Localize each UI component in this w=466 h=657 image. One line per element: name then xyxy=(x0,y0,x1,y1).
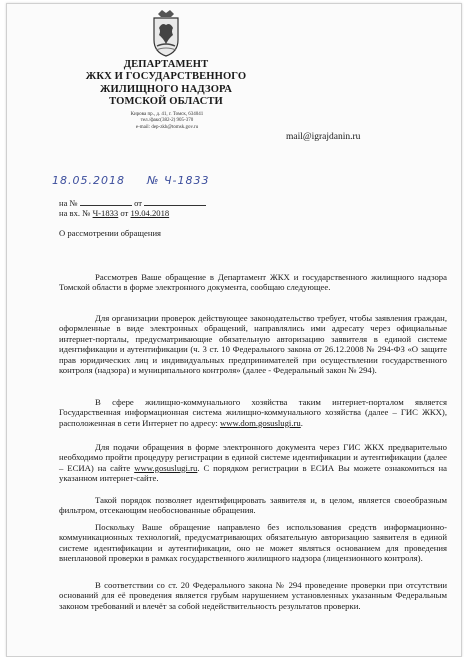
paragraph-text: С порядком регистрации в ЕСИА Вы можете ознакомиться на указанном интернет-сайте. xyxy=(59,462,447,484)
paragraph: Рассмотрев Ваше обращение в Департамент ЖКХ и государственного жилищного надзора Томской области в форме электронного документа, сообщаю следующее. xyxy=(59,272,447,293)
reg-mid: от xyxy=(134,198,143,208)
gosuslugi-link[interactable]: www.gosuslugi.ru xyxy=(134,462,198,473)
reg-prefix: на вх. № xyxy=(59,208,91,218)
registration-line-incoming xyxy=(59,208,169,219)
paragraph: Поскольку Ваше обращение направлено без использования средств информационно-коммуникационных технологий, предусматривающих обязательную авторизацию заявителя в единой системе идентификации и аутентификации, оно не может являться основанием для проведения внеплановой проверки в рамках государственного жилищного надзора (лицензионного контроля). xyxy=(59,522,447,564)
stamp-number-value: Ч-1833 xyxy=(163,174,210,187)
reg-prefix: на № xyxy=(59,198,78,208)
organization-address xyxy=(97,112,237,131)
paragraph: В соответствии со ст. 20 Федерального закона № 294 проведение проверки при отсутствии оснований для её проведения является грубым нарушением установленных указанным Федеральным законом требований и влечёт за собой недействительность результатов проверки. xyxy=(59,580,447,611)
coat-of-arms-icon xyxy=(149,8,183,58)
stamp-date: 18.05.2018 xyxy=(52,174,125,187)
blank-line xyxy=(144,197,206,206)
paragraph-text: Для подачи обращения в форме электронного документа через ГИС ЖКХ предварительно необходимо пройти процедуру регистрации в единой системе идентификации и аутентификации (далее – ЕСИА) на сайте xyxy=(59,442,447,473)
paragraph: Такой порядок позволяет идентифицировать заявителя и, в целом, является своеобразным фильтром, отсекающим необоснованные обращения. xyxy=(59,495,447,516)
incoming-number: Ч-1833 xyxy=(92,208,119,218)
org-line: ЖКХ И ГОСУДАРСТВЕННОГО xyxy=(85,71,247,83)
org-line: ДЕПАРТАМЕНТ xyxy=(123,59,209,70)
org-line: ЖИЛИЩНОГО НАДЗОРА xyxy=(99,83,233,95)
address-line: тел./факс(382-2) 905-370 xyxy=(140,118,194,124)
stamp-number-prefix: № xyxy=(147,174,160,187)
recipient-email: mail@igrajdanin.ru xyxy=(286,132,361,142)
paragraph: В сфере жилищно-коммунального хозяйства таким интернет-порталом является Государственная информационная система жилищно-коммунального хозяйства (далее – ГИС ЖКХ), расположенная в сети Интернет по адресу: www.dom.gosuslugi.ru. xyxy=(59,397,447,428)
dom-gosuslugi-link[interactable]: www.dom.gosuslugi.ru xyxy=(219,417,301,428)
organization-name xyxy=(71,59,261,109)
address-line: e-mail: dep-zkh@tomsk.gov.ru xyxy=(135,124,199,130)
letter-subject: О рассмотрении обращения xyxy=(59,228,161,238)
address-line: Кирова пр., д. 41, г. Томск, 634041 xyxy=(130,112,204,117)
letter-page xyxy=(6,3,462,657)
stamp-number xyxy=(147,174,209,187)
reg-mid: от xyxy=(120,208,129,218)
blank-line xyxy=(80,197,132,206)
paragraph-text: В сфере жилищно-коммунального хозяйства таким интернет-порталом является Государственная информационная система жилищно-коммунального хозяйства (далее – ГИС ЖКХ), расположенная в сети Интернет по адресу: xyxy=(59,397,447,428)
paragraph: Для подачи обращения в форме электронного документа через ГИС ЖКХ предварительно необходимо пройти процедуру регистрации в единой системе идентификации и аутентификации (далее – ЕСИА) на сайте www.gosuslugi.ru. С порядком регистрации в ЕСИА Вы можете ознакомиться на указанном интернет-сайте. xyxy=(59,442,447,484)
paragraph: Для организации проверок действующее законодательство требует, чтобы заявления граждан, оформленные в виде электронных обращений, направлялись ими адресату через официальные интернет-порталы, предусматривающие обязательную авторизацию заявителя в единой системе идентификации и аутентификации (ч. 3 ст. 10 Федерального закона от 26.12.2008 № 294-ФЗ «О защите прав юридических лиц и индивидуальных предпринимателей при осуществлении государственного контроля (надзора) и муниципального контроля» (далее - Федеральный закон № 294). xyxy=(59,313,447,376)
org-line: ТОМСКОЙ ОБЛАСТИ xyxy=(109,96,223,108)
incoming-date: 19.04.2018 xyxy=(130,208,170,218)
